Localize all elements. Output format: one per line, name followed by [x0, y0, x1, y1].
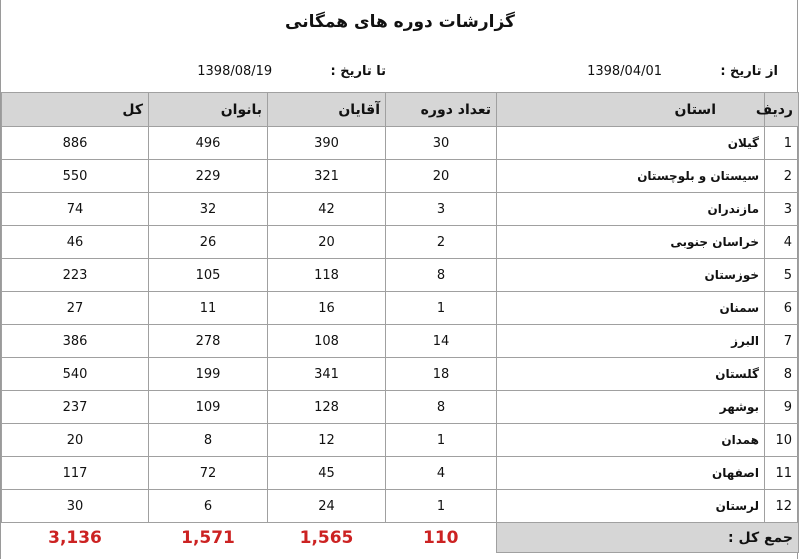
row-women: 32	[149, 193, 268, 226]
header-row-index: ردیف	[765, 93, 799, 127]
row-women: 6	[149, 490, 268, 523]
row-index: 4	[765, 226, 799, 259]
row-index: 2	[765, 160, 799, 193]
row-index: 10	[765, 424, 799, 457]
totals-total: 3,136	[48, 527, 102, 548]
row-courses: 20	[386, 160, 497, 193]
report-table	[1, 92, 799, 553]
row-index: 1	[765, 127, 799, 160]
row-province: خوزستان	[497, 259, 765, 292]
row-men: 20	[268, 226, 386, 259]
row-total: 237	[2, 391, 149, 424]
totals-courses: 110	[423, 527, 459, 548]
report-title: گزارشات دوره های همگانی	[285, 12, 515, 32]
table-row	[2, 193, 799, 226]
row-province: بوشهر	[497, 391, 765, 424]
table-row	[2, 358, 799, 391]
row-province: خراسان جنوبی	[497, 226, 765, 259]
totals-label: جمع کل :	[497, 523, 799, 553]
header-province: استان	[497, 93, 765, 127]
header-women: بانوان	[149, 93, 268, 127]
row-total: 74	[2, 193, 149, 226]
row-courses: 18	[386, 358, 497, 391]
row-men: 128	[268, 391, 386, 424]
row-total: 30	[2, 490, 149, 523]
row-total: 46	[2, 226, 149, 259]
row-men: 12	[268, 424, 386, 457]
row-index: 9	[765, 391, 799, 424]
row-women: 229	[149, 160, 268, 193]
row-women: 278	[149, 325, 268, 358]
row-province: البرز	[497, 325, 765, 358]
row-province: همدان	[497, 424, 765, 457]
table-row	[2, 226, 799, 259]
header-men: آقایان	[268, 93, 386, 127]
to-date	[197, 64, 386, 79]
row-men: 16	[268, 292, 386, 325]
row-courses: 2	[386, 226, 497, 259]
totals-men: 1,565	[299, 527, 354, 548]
table-row	[2, 127, 799, 160]
from-date-value: 1398/04/01	[587, 64, 663, 79]
table-row	[2, 292, 799, 325]
row-province: گلستان	[497, 358, 765, 391]
row-index: 5	[765, 259, 799, 292]
row-total: 386	[2, 325, 149, 358]
row-courses: 1	[386, 292, 497, 325]
row-total: 20	[2, 424, 149, 457]
to-date-label: تا تاریخ :	[330, 64, 386, 79]
row-men: 42	[268, 193, 386, 226]
row-women: 496	[149, 127, 268, 160]
row-courses: 8	[386, 259, 497, 292]
row-total: 550	[2, 160, 149, 193]
header-courses: تعداد دوره	[386, 93, 497, 127]
row-women: 105	[149, 259, 268, 292]
row-courses: 1	[386, 490, 497, 523]
row-women: 72	[149, 457, 268, 490]
from-date	[587, 64, 778, 79]
row-index: 11	[765, 457, 799, 490]
row-women: 26	[149, 226, 268, 259]
table-row	[2, 490, 799, 523]
row-men: 341	[268, 358, 386, 391]
row-province: سیستان و بلوچستان	[497, 160, 765, 193]
row-courses: 30	[386, 127, 497, 160]
header-total: کل	[2, 93, 149, 127]
row-total: 223	[2, 259, 149, 292]
row-index: 8	[765, 358, 799, 391]
row-province: سمنان	[497, 292, 765, 325]
table-row	[2, 259, 799, 292]
row-courses: 14	[386, 325, 497, 358]
header-row	[2, 93, 799, 127]
row-province: گیلان	[497, 127, 765, 160]
row-index: 6	[765, 292, 799, 325]
table-row	[2, 391, 799, 424]
row-courses: 4	[386, 457, 497, 490]
table-row	[2, 457, 799, 490]
row-province: مازندران	[497, 193, 765, 226]
row-total: 27	[2, 292, 149, 325]
row-total: 540	[2, 358, 149, 391]
row-women: 109	[149, 391, 268, 424]
row-women: 199	[149, 358, 268, 391]
row-courses: 3	[386, 193, 497, 226]
row-women: 11	[149, 292, 268, 325]
to-date-value: 1398/08/19	[197, 64, 273, 79]
row-men: 45	[268, 457, 386, 490]
row-women: 8	[149, 424, 268, 457]
from-date-label: از تاریخ :	[720, 64, 778, 79]
row-province: اصفهان	[497, 457, 765, 490]
row-courses: 1	[386, 424, 497, 457]
row-total: 117	[2, 457, 149, 490]
totals-women: 1,571	[181, 527, 235, 548]
table-row	[2, 424, 799, 457]
table-row	[2, 160, 799, 193]
totals-row	[2, 523, 799, 553]
row-men: 108	[268, 325, 386, 358]
row-men: 24	[268, 490, 386, 523]
row-index: 7	[765, 325, 799, 358]
row-province: لرستان	[497, 490, 765, 523]
table-row	[2, 325, 799, 358]
row-index: 12	[765, 490, 799, 523]
row-men: 118	[268, 259, 386, 292]
row-men: 390	[268, 127, 386, 160]
row-total: 886	[2, 127, 149, 160]
row-courses: 8	[386, 391, 497, 424]
row-index: 3	[765, 193, 799, 226]
row-men: 321	[268, 160, 386, 193]
